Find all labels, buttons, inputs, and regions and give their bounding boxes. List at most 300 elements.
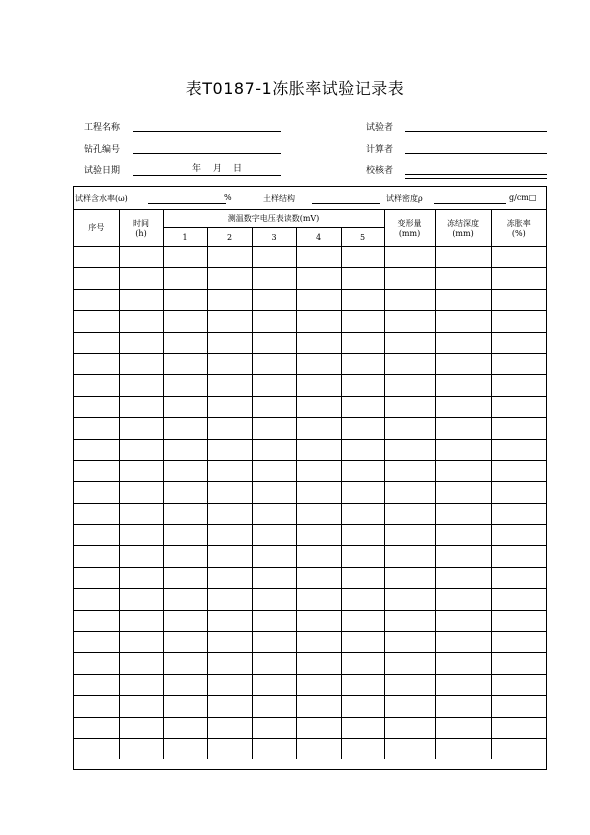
table-cell[interactable] — [435, 460, 491, 481]
table-cell[interactable] — [119, 567, 163, 588]
table-cell[interactable] — [252, 311, 296, 332]
table-row — [74, 567, 546, 588]
table-cell[interactable] — [384, 418, 435, 439]
table-row — [74, 247, 546, 268]
table-cell[interactable] — [74, 332, 119, 353]
table-cell[interactable] — [74, 610, 119, 631]
table-cell[interactable] — [119, 353, 163, 374]
structure-label: 土样结构 — [263, 194, 295, 203]
table-cell[interactable] — [491, 610, 546, 631]
table-cell[interactable] — [341, 610, 384, 631]
table-cell[interactable] — [207, 375, 252, 396]
table-cell[interactable] — [435, 439, 491, 460]
table-cell[interactable] — [384, 738, 435, 759]
table-cell[interactable] — [491, 503, 546, 524]
table-cell[interactable] — [341, 439, 384, 460]
table-cell[interactable] — [491, 696, 546, 717]
table-cell[interactable] — [74, 589, 119, 610]
table-cell[interactable] — [296, 567, 341, 588]
table-cell[interactable] — [74, 674, 119, 695]
table-cell[interactable] — [384, 268, 435, 289]
table-cell[interactable] — [491, 375, 546, 396]
col-voltage-group-header: 测温数字电压表读数(mV) — [163, 209, 384, 228]
table-cell[interactable] — [252, 482, 296, 503]
table-cell[interactable] — [435, 653, 491, 674]
table-cell[interactable] — [435, 589, 491, 610]
table-cell[interactable] — [341, 674, 384, 695]
table-cell[interactable] — [491, 674, 546, 695]
table-cell[interactable] — [435, 332, 491, 353]
table-cell[interactable] — [74, 696, 119, 717]
col-frost-depth-header — [435, 209, 491, 247]
table-cell[interactable] — [435, 353, 491, 374]
table-cell[interactable] — [384, 589, 435, 610]
table-cell[interactable] — [119, 247, 163, 268]
table-cell[interactable] — [296, 439, 341, 460]
table-cell[interactable] — [252, 632, 296, 653]
table-cell[interactable] — [207, 289, 252, 310]
table-cell[interactable] — [384, 439, 435, 460]
table-cell[interactable] — [74, 717, 119, 738]
table-cell[interactable] — [384, 717, 435, 738]
table-cell[interactable] — [74, 632, 119, 653]
col-frost-rate-unit: (%) — [511, 228, 526, 238]
table-cell[interactable] — [207, 482, 252, 503]
table-cell[interactable] — [207, 632, 252, 653]
table-cell[interactable] — [435, 567, 491, 588]
table-cell[interactable] — [252, 268, 296, 289]
table-cell[interactable] — [435, 396, 491, 417]
table-cell[interactable] — [491, 353, 546, 374]
table-cell[interactable] — [296, 674, 341, 695]
table-cell[interactable] — [384, 632, 435, 653]
table-cell[interactable] — [163, 418, 207, 439]
table-cell[interactable] — [341, 332, 384, 353]
table-cell[interactable] — [341, 589, 384, 610]
table-cell[interactable] — [119, 268, 163, 289]
table-row — [74, 738, 546, 759]
page-title: 表T0187-1冻胀率试验记录表 — [185, 79, 405, 98]
table-cell[interactable] — [296, 396, 341, 417]
table-cell[interactable] — [491, 717, 546, 738]
table-cell[interactable] — [384, 567, 435, 588]
table-cell[interactable] — [341, 289, 384, 310]
table-cell[interactable] — [491, 268, 546, 289]
table-cell[interactable] — [252, 567, 296, 588]
table-cell[interactable] — [207, 589, 252, 610]
table-cell[interactable] — [252, 503, 296, 524]
table-cell[interactable] — [119, 503, 163, 524]
table-cell[interactable] — [163, 375, 207, 396]
table-row — [74, 525, 546, 546]
table-cell[interactable] — [491, 418, 546, 439]
table-cell[interactable] — [435, 482, 491, 503]
col-frost-rate-header — [491, 209, 546, 247]
table-cell[interactable] — [296, 375, 341, 396]
table-cell[interactable] — [384, 289, 435, 310]
table-cell[interactable] — [163, 482, 207, 503]
table-cell[interactable] — [74, 546, 119, 567]
table-cell[interactable] — [119, 610, 163, 631]
table-cell[interactable] — [491, 439, 546, 460]
table-cell[interactable] — [491, 632, 546, 653]
table-cell[interactable] — [435, 610, 491, 631]
table-cell[interactable] — [207, 353, 252, 374]
table-cell[interactable] — [384, 247, 435, 268]
table-cell[interactable] — [384, 525, 435, 546]
table-row — [74, 418, 546, 439]
table-cell[interactable] — [491, 525, 546, 546]
table-cell[interactable] — [341, 503, 384, 524]
table-cell[interactable] — [74, 375, 119, 396]
table-row — [74, 311, 546, 332]
table-cell[interactable] — [252, 589, 296, 610]
table-cell[interactable] — [384, 610, 435, 631]
table-cell[interactable] — [119, 439, 163, 460]
table-cell[interactable] — [252, 717, 296, 738]
table-cell[interactable] — [119, 525, 163, 546]
table-cell[interactable] — [252, 289, 296, 310]
table-cell[interactable] — [207, 460, 252, 481]
moisture-field[interactable] — [148, 203, 226, 204]
table-row — [74, 439, 546, 460]
col-frost-depth-label: 冻结深度 — [447, 218, 480, 228]
table-cell[interactable] — [163, 632, 207, 653]
table-cell[interactable] — [384, 546, 435, 567]
table-cell[interactable] — [207, 418, 252, 439]
tester-label: 试验者 — [366, 123, 394, 133]
table-cell[interactable] — [435, 311, 491, 332]
project-name-label: 工程名称 — [84, 123, 121, 133]
table-cell[interactable] — [74, 439, 119, 460]
table-row — [74, 332, 546, 353]
table-cell[interactable] — [296, 738, 341, 759]
table-cell[interactable] — [341, 632, 384, 653]
table-cell[interactable] — [341, 460, 384, 481]
table-cell[interactable] — [435, 503, 491, 524]
table-cell[interactable] — [207, 567, 252, 588]
table-cell[interactable] — [119, 482, 163, 503]
table-cell[interactable] — [341, 247, 384, 268]
table-cell[interactable] — [435, 289, 491, 310]
table-cell[interactable] — [163, 546, 207, 567]
table-cell[interactable] — [491, 482, 546, 503]
table-cell[interactable] — [163, 503, 207, 524]
table-cell[interactable] — [207, 247, 252, 268]
table-cell[interactable] — [435, 525, 491, 546]
table-cell[interactable] — [163, 268, 207, 289]
table-cell[interactable] — [163, 717, 207, 738]
table-cell[interactable] — [207, 503, 252, 524]
table-cell[interactable] — [163, 674, 207, 695]
table-cell[interactable] — [119, 418, 163, 439]
date-month: 月 — [213, 164, 223, 174]
table-cell[interactable] — [491, 589, 546, 610]
table-cell[interactable] — [296, 311, 341, 332]
table-cell[interactable] — [435, 674, 491, 695]
table-cell[interactable] — [491, 738, 546, 759]
col-time-header — [119, 209, 163, 247]
table-cell[interactable] — [74, 247, 119, 268]
table-cell[interactable] — [252, 247, 296, 268]
table-cell[interactable] — [163, 439, 207, 460]
voltage-col-5: 5 — [341, 228, 384, 247]
table-cell[interactable] — [296, 353, 341, 374]
table-cell[interactable] — [119, 289, 163, 310]
table-cell[interactable] — [207, 610, 252, 631]
table-cell[interactable] — [74, 353, 119, 374]
table-cell[interactable] — [207, 525, 252, 546]
table-cell[interactable] — [252, 738, 296, 759]
table-cell[interactable] — [163, 289, 207, 310]
col-seq-header: 序号 — [74, 209, 119, 247]
table-cell[interactable] — [296, 546, 341, 567]
table-cell[interactable] — [435, 717, 491, 738]
table-cell[interactable] — [341, 482, 384, 503]
table-cell[interactable] — [341, 525, 384, 546]
table-cell[interactable] — [119, 460, 163, 481]
table-cell[interactable] — [341, 653, 384, 674]
table-cell[interactable] — [491, 567, 546, 588]
table-cell[interactable] — [207, 653, 252, 674]
table-cell[interactable] — [74, 503, 119, 524]
table-cell[interactable] — [296, 460, 341, 481]
table-cell[interactable] — [341, 738, 384, 759]
table-cell[interactable] — [163, 332, 207, 353]
table-cell[interactable] — [207, 738, 252, 759]
table-cell[interactable] — [296, 289, 341, 310]
table-row — [74, 396, 546, 417]
table-cell[interactable] — [163, 247, 207, 268]
table-cell[interactable] — [163, 460, 207, 481]
table-cell[interactable] — [252, 610, 296, 631]
col-time-unit: (h) — [135, 228, 147, 238]
table-cell[interactable] — [384, 353, 435, 374]
date-day: 日 — [233, 164, 243, 174]
table-cell[interactable] — [252, 653, 296, 674]
table-cell[interactable] — [296, 717, 341, 738]
table-cell[interactable] — [119, 589, 163, 610]
table-cell[interactable] — [296, 418, 341, 439]
table-cell[interactable] — [341, 375, 384, 396]
table-cell[interactable] — [74, 525, 119, 546]
table-cell[interactable] — [296, 247, 341, 268]
density-field[interactable] — [434, 203, 506, 204]
table-cell[interactable] — [207, 717, 252, 738]
col-frost-depth-unit: (mm) — [452, 228, 474, 238]
record-table — [73, 186, 547, 770]
table-cell[interactable] — [384, 674, 435, 695]
table-cell[interactable] — [341, 418, 384, 439]
table-cell[interactable] — [491, 311, 546, 332]
table-cell[interactable] — [119, 332, 163, 353]
table-cell[interactable] — [119, 717, 163, 738]
table-cell[interactable] — [435, 696, 491, 717]
table-cell[interactable] — [119, 696, 163, 717]
table-cell[interactable] — [491, 546, 546, 567]
table-cell[interactable] — [252, 332, 296, 353]
table-cell[interactable] — [491, 332, 546, 353]
table-cell[interactable] — [163, 653, 207, 674]
table-cell[interactable] — [491, 289, 546, 310]
table-row — [74, 653, 546, 674]
table-cell[interactable] — [252, 525, 296, 546]
table-cell[interactable] — [207, 439, 252, 460]
table-cell[interactable] — [435, 632, 491, 653]
table-cell[interactable] — [384, 653, 435, 674]
table-cell[interactable] — [207, 332, 252, 353]
table-cell[interactable] — [296, 525, 341, 546]
table-cell[interactable] — [384, 332, 435, 353]
table-cell[interactable] — [163, 738, 207, 759]
col-deform-label: 变形量 — [397, 218, 422, 228]
table-cell[interactable] — [207, 311, 252, 332]
table-cell[interactable] — [384, 460, 435, 481]
table-cell[interactable] — [252, 418, 296, 439]
table-cell[interactable] — [74, 396, 119, 417]
table-cell[interactable] — [296, 503, 341, 524]
moisture-label: 试样含水率(ω) — [75, 194, 128, 203]
table-cell[interactable] — [296, 482, 341, 503]
table-cell[interactable] — [435, 247, 491, 268]
table-cell[interactable] — [119, 546, 163, 567]
table-row — [74, 353, 546, 374]
col-frost-rate-label: 冻胀率 — [506, 218, 531, 228]
table-cell[interactable] — [384, 396, 435, 417]
table-cell[interactable] — [252, 375, 296, 396]
voltage-col-3: 3 — [252, 228, 296, 247]
calculator-label: 计算者 — [366, 145, 394, 155]
table-cell[interactable] — [119, 653, 163, 674]
project-name-field[interactable] — [133, 131, 281, 132]
table-row — [74, 460, 546, 481]
table-cell[interactable] — [207, 674, 252, 695]
table-row — [74, 482, 546, 503]
table-cell[interactable] — [252, 353, 296, 374]
calculator-field[interactable] — [405, 153, 547, 154]
table-cell[interactable] — [384, 696, 435, 717]
table-cell[interactable] — [119, 738, 163, 759]
table-cell[interactable] — [163, 696, 207, 717]
table-row — [74, 632, 546, 653]
table-cell[interactable] — [435, 375, 491, 396]
table-cell[interactable] — [341, 717, 384, 738]
table-row — [74, 268, 546, 289]
table-cell[interactable] — [384, 375, 435, 396]
checker-label: 校核者 — [366, 166, 394, 176]
table-cell[interactable] — [252, 696, 296, 717]
borehole-field[interactable] — [133, 153, 281, 154]
table-cell[interactable] — [74, 311, 119, 332]
table-cell[interactable] — [341, 567, 384, 588]
table-cell[interactable] — [491, 247, 546, 268]
col-time-label: 时间 — [133, 218, 149, 228]
table-cell[interactable] — [74, 418, 119, 439]
voltage-col-2: 2 — [207, 228, 252, 247]
table-cell[interactable] — [435, 268, 491, 289]
table-cell[interactable] — [252, 460, 296, 481]
table-cell[interactable] — [341, 396, 384, 417]
table-cell[interactable] — [341, 353, 384, 374]
table-cell[interactable] — [163, 311, 207, 332]
table-cell[interactable] — [341, 268, 384, 289]
table-cell[interactable] — [74, 289, 119, 310]
table-cell[interactable] — [163, 589, 207, 610]
table-cell[interactable] — [491, 396, 546, 417]
table-cell[interactable] — [74, 482, 119, 503]
checker-field[interactable] — [405, 174, 547, 175]
table-row — [74, 589, 546, 610]
table-cell[interactable] — [119, 396, 163, 417]
table-row — [74, 546, 546, 567]
table-cell[interactable] — [207, 696, 252, 717]
borehole-label: 钻孔编号 — [84, 145, 121, 155]
table-cell[interactable] — [296, 332, 341, 353]
table-cell[interactable] — [435, 546, 491, 567]
table-cell[interactable] — [74, 738, 119, 759]
tester-field[interactable] — [405, 131, 547, 132]
table-cell[interactable] — [74, 567, 119, 588]
table-cell[interactable] — [252, 396, 296, 417]
table-cell[interactable] — [296, 589, 341, 610]
table-cell[interactable] — [296, 653, 341, 674]
test-date-field[interactable] — [133, 175, 281, 176]
table-cell[interactable] — [207, 396, 252, 417]
table-cell[interactable] — [491, 653, 546, 674]
density-label: 试样密度ρ — [386, 194, 423, 203]
table-row — [74, 503, 546, 524]
table-cell[interactable] — [252, 674, 296, 695]
table-cell[interactable] — [296, 268, 341, 289]
col-deform-header — [384, 209, 435, 247]
structure-field[interactable] — [312, 203, 380, 204]
table-cell[interactable] — [341, 546, 384, 567]
checker-field-lower-line — [405, 178, 547, 179]
table-cell[interactable] — [74, 653, 119, 674]
table-cell[interactable] — [491, 460, 546, 481]
table-cell[interactable] — [252, 439, 296, 460]
table-cell[interactable] — [163, 353, 207, 374]
table-cell[interactable] — [119, 632, 163, 653]
table-cell[interactable] — [119, 375, 163, 396]
table-cell[interactable] — [296, 610, 341, 631]
table-cell[interactable] — [341, 696, 384, 717]
table-cell[interactable] — [384, 482, 435, 503]
table-cell[interactable] — [119, 311, 163, 332]
table-cell[interactable] — [296, 632, 341, 653]
table-cell[interactable] — [74, 460, 119, 481]
table-cell[interactable] — [207, 268, 252, 289]
table-cell[interactable] — [435, 738, 491, 759]
table-cell[interactable] — [341, 311, 384, 332]
table-cell[interactable] — [296, 696, 341, 717]
table-cell[interactable] — [163, 567, 207, 588]
table-cell[interactable] — [74, 268, 119, 289]
table-cell[interactable] — [163, 525, 207, 546]
table-row — [74, 717, 546, 738]
table-cell[interactable] — [384, 503, 435, 524]
table-row — [74, 696, 546, 717]
table-cell[interactable] — [163, 610, 207, 631]
col-deform-unit: (mm) — [398, 228, 421, 238]
table-cell[interactable] — [119, 674, 163, 695]
table-cell[interactable] — [207, 546, 252, 567]
table-cell[interactable] — [435, 418, 491, 439]
table-cell[interactable] — [252, 546, 296, 567]
voltage-col-4: 4 — [296, 228, 341, 247]
table-cell[interactable] — [384, 311, 435, 332]
table-cell[interactable] — [163, 396, 207, 417]
